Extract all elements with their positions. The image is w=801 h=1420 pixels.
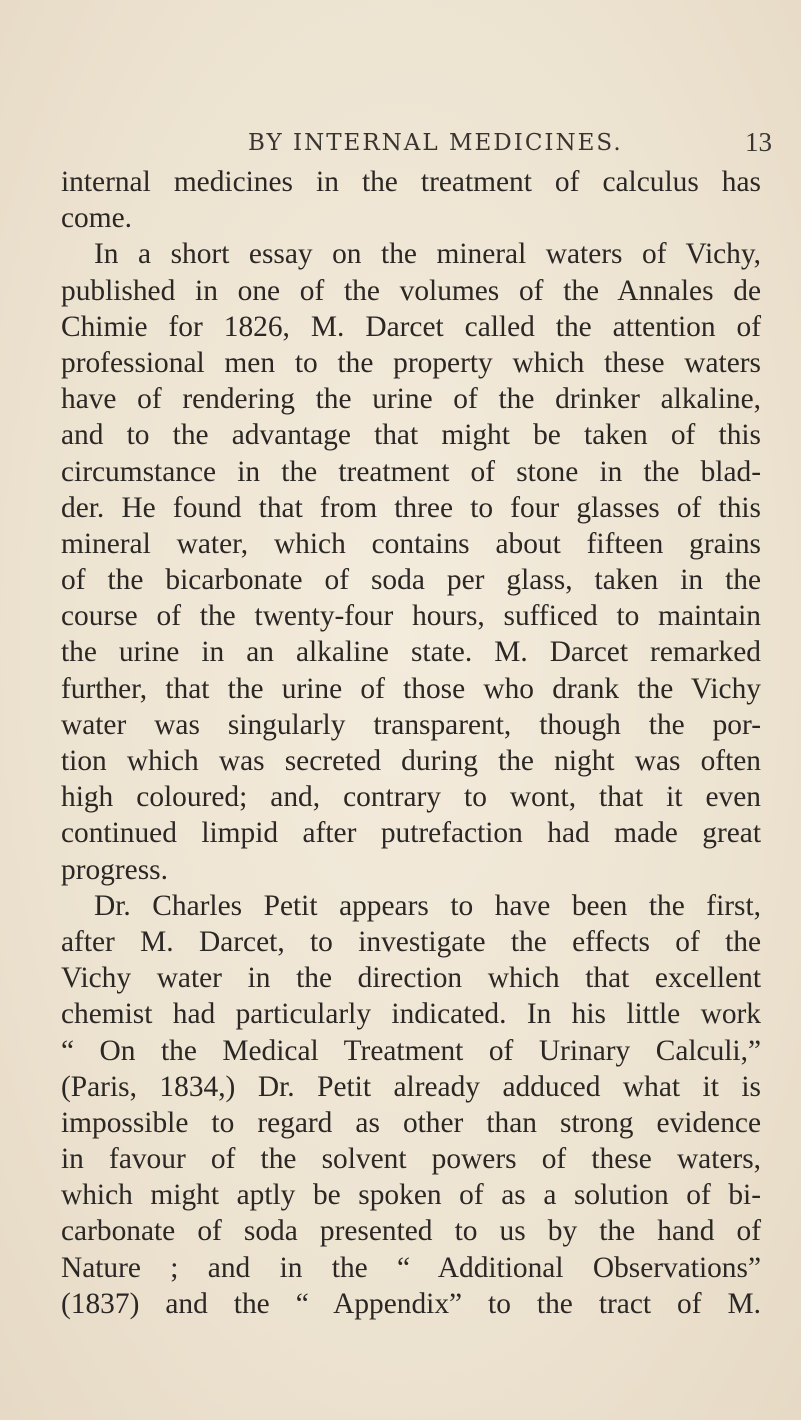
text-line: progress. — [61, 853, 168, 886]
text-line: water was singularly transparent, though the por- — [61, 708, 761, 741]
text-line: further, that the urine of those who drank the Vichy — [61, 672, 761, 705]
text-line: der. He found that from three to four glasses of this — [61, 491, 761, 524]
text-line: professional men to the property which these waters — [61, 346, 761, 379]
text-line: Vichy water in the direction which that excellent — [61, 962, 761, 995]
text-line: impossible to regard as other than strong evidence — [61, 1106, 761, 1139]
text-line: internal medicines in the treatment of calculus has — [61, 166, 761, 198]
text-line: Dr. Charles Petit appears to have been the first, — [94, 889, 761, 922]
text-line: (1837) and the “ Appendix” to the tract of M. — [61, 1287, 761, 1320]
running-head: BY INTERNAL MEDICINES. — [248, 130, 623, 156]
text-line: continued limpid after putrefaction had made great — [61, 817, 761, 850]
text-line: in favour of the solvent powers of these waters, — [61, 1143, 761, 1176]
text-line: circumstance in the treatment of stone in the blad- — [61, 455, 761, 488]
text-line: Chimie for 1826, M. Darcet called the attention of — [61, 310, 761, 343]
text-line: chemist had particularly indicated. In his little work — [61, 998, 761, 1031]
text-line: come. — [61, 202, 132, 235]
body-text — [61, 164, 761, 1322]
text-line: (Paris, 1834,) Dr. Petit already adduced what it is — [61, 1070, 761, 1103]
text-line: have of rendering the urine of the drinker alkaline, — [61, 383, 761, 416]
text-line: which might aptly be spoken of as a solution of bi- — [61, 1179, 761, 1212]
text-line: carbonate of soda presented to us by the hand of — [61, 1215, 761, 1248]
text-line: In a short essay on the mineral waters of Vichy, — [94, 238, 761, 271]
text-line: mineral water, which contains about fifteen grains — [61, 527, 761, 560]
text-line: published in one of the volumes of the Annales de — [61, 274, 761, 307]
text-line: tion which was secreted during the night was often — [61, 745, 761, 777]
text-line: and to the advantage that might be taken of this — [61, 419, 761, 452]
text-line: after M. Darcet, to investigate the effects of the — [61, 925, 761, 958]
text-line: high coloured; and, contrary to wont, that it even — [61, 781, 761, 814]
text-line: the urine in an alkaline state. M. Darcet remarked — [61, 636, 761, 669]
text-line: of the bicarbonate of soda per glass, taken in the — [61, 564, 761, 597]
text-line: course of the twenty-four hours, sufficed to maintain — [61, 600, 761, 633]
text-line: “ On the Medical Treatment of Urinary Calculi,” — [61, 1034, 761, 1067]
text-line: Nature ; and in the “ Additional Observations” — [61, 1251, 761, 1284]
page-number: 13 — [745, 127, 772, 157]
